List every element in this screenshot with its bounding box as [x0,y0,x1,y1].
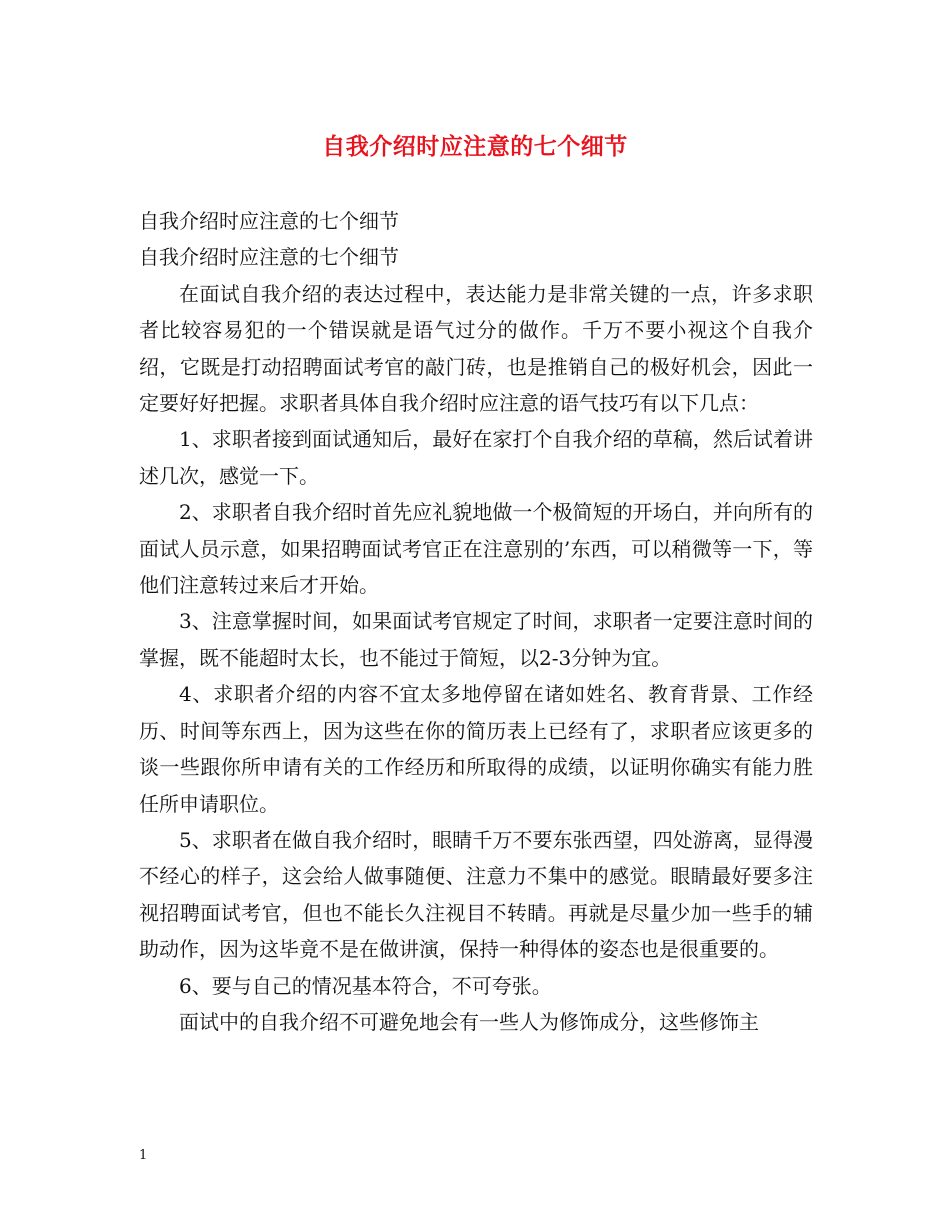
page-number: 1 [139,1148,148,1163]
paragraph: 4、求职者介绍的内容不宜太多地停留在诸如姓名、教育背景、工作经历、时间等东西上，因为这些在你的简历表上已经有了，求职者应该更多的谈一些跟你所申请有关的工作经历和所取得的成绩，以证明你确实有能力胜任所申请职位。 [139,682,813,816]
paragraph: 在面试自我介绍的表达过程中，表达能力是非常关键的一点，许多求职者比较容易犯的一个错误就是语气过分的做作。千万不要小视这个自我介绍，它既是打动招聘面试考官的敲门砖，也是推销自己的极好机会，因此一定要好好把握。求职者具体自我介绍时应注意的语气技巧有以下几点： [139,281,813,416]
paragraph: 面试中的自我介绍不可避免地会有一些人为修饰成分，这些修饰主 [179,1009,759,1034]
paragraph: 2、求职者自我介绍时首先应礼貌地做一个极简短的开场白，并向所有的面试人员示意，如果招聘面试考官正在注意别的’东西，可以稍微等一下，等他们注意转过来后才开始。 [139,500,813,598]
paragraph: 3、注意掌握时间，如果面试考官规定了时间，求职者一定要注意时间的掌握，既不能超时太长，也不能过于简短，以2-3分钟为宜。 [139,609,813,670]
document-title: 自我介绍时应注意的七个细节 [322,133,628,160]
document-body [139,203,813,1040]
paragraph: 5、求职者在做自我介绍时，眼睛千万不要东张西望，四处游离，显得漫不经心的样子，这会给人做事随便、注意力不集中的感觉。眼睛最好要多注视招聘面试考官，但也不能长久注视目不转睛。再就是尽量少加一些手的辅助动作，因为这毕竟不是在做讲演，保持一种得体的姿态也是很重要的。 [139,827,813,962]
subtitle-line: 自我介绍时应注意的七个细节 [139,245,399,270]
paragraph: 6、要与自己的情况基本符合，不可夸张。 [179,973,552,998]
paragraph: 1、求职者接到面试通知后，最好在家打个自我介绍的草稿，然后试着讲述几次，感觉一下。 [139,427,813,488]
subtitle-line: 自我介绍时应注意的七个细节 [139,209,399,233]
